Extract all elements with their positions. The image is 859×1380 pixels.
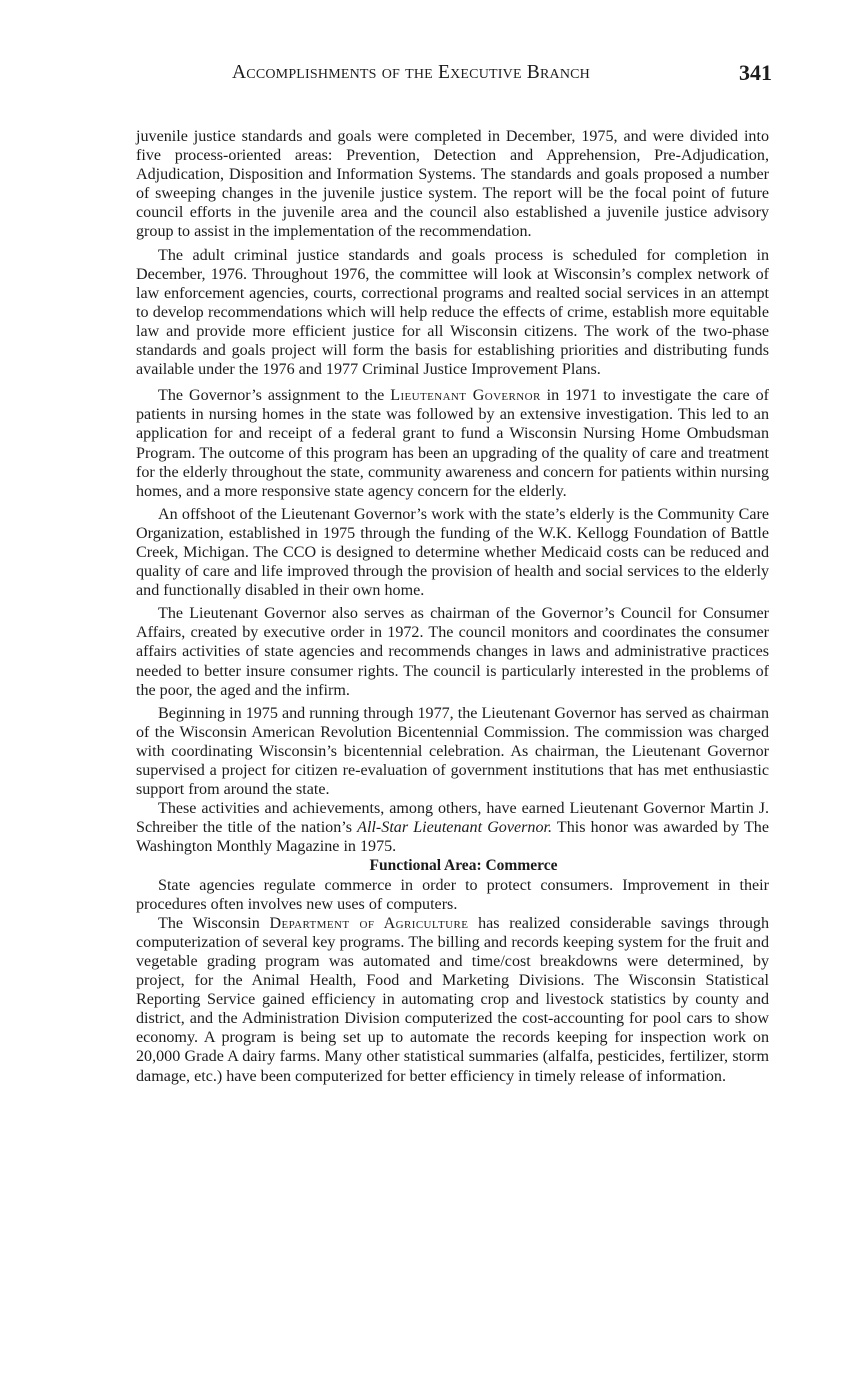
paragraph: Beginning in 1975 and running through 1977, the Lieutenant Governor has served as chairman of the Wisconsin American Revolution Bicentennial Commission. The commission was charged with coordinating Wisconsin’s bicentennial celebration. As chairman, the Lieutenant Governor supervised a project for citizen re-evaluation of government institutions that has met enthusiastic support from around the state. [136,704,769,799]
agency-name: Lieutenant Governor [390,387,541,405]
paragraph: The adult criminal justice standards and goals process is scheduled for completion in December, 1976. Throughout 1976, the committee will look at Wisconsin’s complex network of law enforcement agencies, courts, correctional programs and realted social services in an attempt to develop recommendations which will help reduce the effects of crime, establish more equitable law and provide more efficient justice for all Wisconsin citizens. The work of the two-phase standards and goals project will form the basis for establishing priorities and distributing funds available under the 1976 and 1977 Criminal Justice Improvement Plans. [136,246,769,379]
honor-title: All-Star Lieutenant Governor. [357,819,553,837]
paragraph: The Wisconsin Department of Agriculture has realized considerable savings through computerization of several key programs. The billing and records keeping system for the fruit and vegetable grading program was automated and time/cost breakdowns were determined, by project, for the Animal Health, Food and Marketing Divisions. The Wisconsin Statistical Reporting Service gained efficiency in automating crop and livestock statistics by county and district, and the Administration Division computerized the cost-accounting for pool cars to show economy. A program is being set up to automate the records keeping for inspection work on 20,000 Grade A dairy farms. Many other statistical summaries (alfalfa, pesticides, fertilizer, storm damage, etc.) have been computerized for better efficiency in timely release of information. [136,914,769,1085]
page-number: 341 [739,60,772,85]
paragraph: State agencies regulate commerce in order to protect consumers. Improvement in their procedures often involves new uses of computers. [136,876,769,913]
paragraph: The Governor’s assignment to the Lieutenant Governor in 1971 to investigate the care of patients in nursing homes in the state was followed by an extensive investigation. This led to an application for and receipt of a federal grant to fund a Wisconsin Nursing Home Ombudsman Program. The outcome of this program has been an upgrading of the quality of care and treatment for the elderly throughout the state, community awareness and concern for patients within nursing homes, and a more responsive state agency concern for the elderly. [136,387,769,500]
body-text [136,127,769,1086]
paragraph: The Lieutenant Governor also serves as chairman of the Governor’s Council for Consumer Affairs, created by executive order in 1972. The council monitors and coordinates the consumer affairs activities of state agencies and recommends changes in laws and administrative practices needed to better insure consumer rights. The council is particularly interested in the problems of the poor, the aged and the infirm. [136,605,769,699]
section-heading: Functional Area: Commerce [369,857,558,875]
running-header [232,62,772,92]
running-title: Accomplishments of the Executive Branch [232,62,590,83]
agency-name: Department of Agriculture [269,914,469,932]
paragraph: juvenile justice standards and goals were completed in December, 1975, and were divided into five process-oriented areas: Prevention, Detection and Apprehension, Pre-Adjudication, Adjudication, Disposition and Information Systems. The standards and goals proposed a number of sweeping changes in the juvenile justice system. The report will be the focal point of future council efforts in the juvenile area and the council also established a juvenile justice advisory group to assist in the implementation of the recommendation. [136,128,769,241]
paragraph: These activities and achievements, among others, have earned Lieutenant Governor Martin J. Schreiber the title of the nation’s All-Star Lieutenant Governor. This honor was awarded by The Washington Monthly Magazine in 1975. [136,800,770,856]
paragraph: An offshoot of the Lieutenant Governor’s work with the state’s elderly is the Community Care Organization, established in 1975 through the funding of the W.K. Kellogg Foundation of Battle Creek, Michigan. The CCO is designed to determine whether Medicaid costs can be reduced and quality of care and life improved through the provision of health and social services to the elderly and functionally disabled in their own home. [136,505,769,600]
